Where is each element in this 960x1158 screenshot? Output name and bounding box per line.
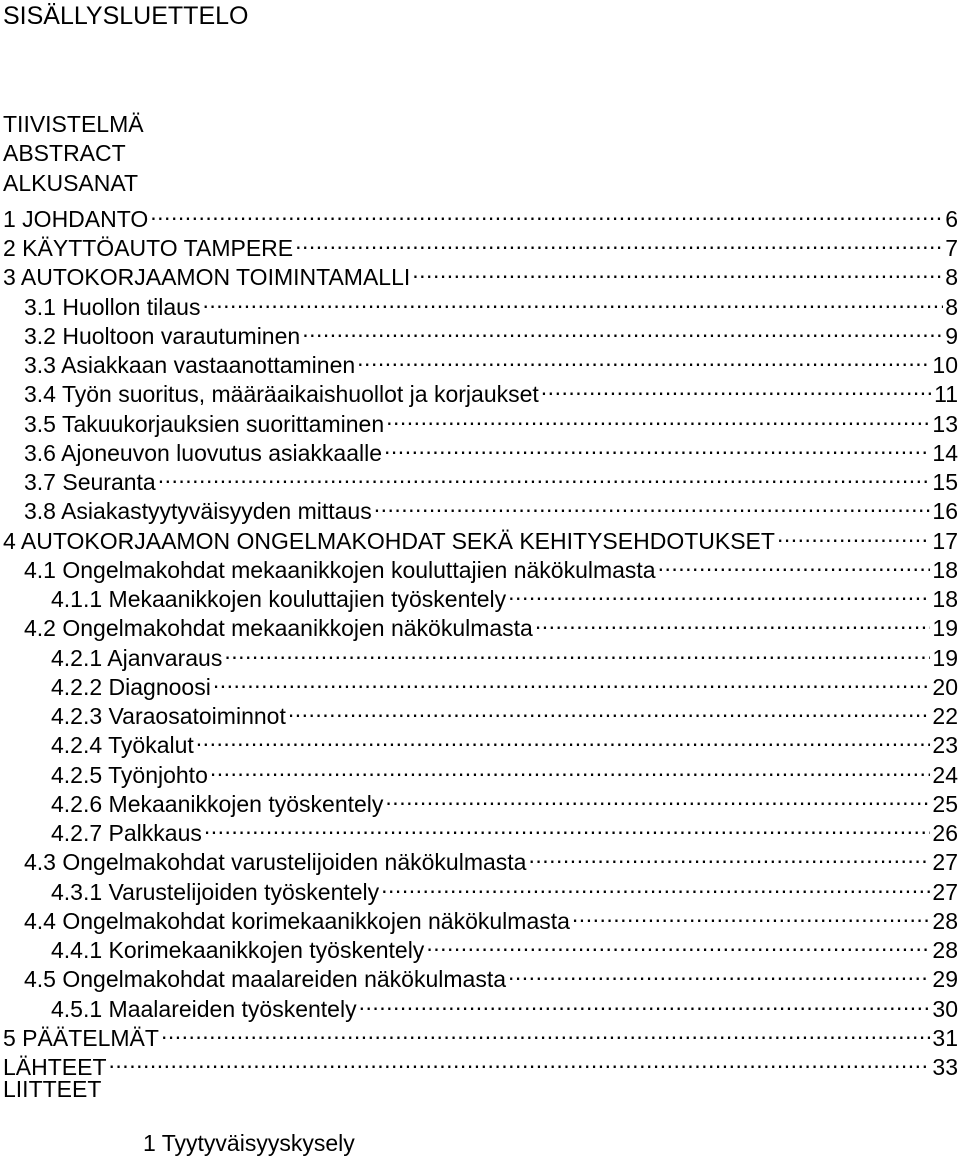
toc-leader-dots [210, 753, 931, 783]
toc-leader-dots [384, 431, 930, 461]
toc-page-number: 18 [932, 586, 958, 612]
toc-entry[interactable] [51, 753, 958, 788]
toc-page-number: 31 [932, 1024, 958, 1051]
toc-entry[interactable] [3, 109, 958, 139]
toc-entry[interactable] [51, 870, 958, 905]
toc-page-number: 14 [932, 439, 958, 466]
toc-leader-dots [426, 928, 930, 958]
toc-leader-dots [158, 460, 931, 490]
toc-entry-title: ABSTRACT [3, 140, 126, 167]
toc-page-number: 10 [932, 352, 958, 378]
toc-page-number: 18 [932, 556, 958, 583]
toc-entry-title: 4 AUTOKORJAAMON ONGELMAKOHDAT SEKÄ KEHITYSEHDOTUKSET [3, 527, 775, 554]
toc-entry-title: LIITTEET [3, 1076, 102, 1103]
appendix-item: 1 Tyytyväisyyskysely [143, 1130, 355, 1156]
toc-page-number: 28 [932, 937, 958, 963]
toc-page-number: 33 [932, 1054, 958, 1080]
toc-page-number: 25 [932, 790, 958, 817]
toc-entry-title: ALKUSANAT [3, 169, 139, 196]
toc-page-number: 19 [932, 644, 958, 671]
toc-page-number: 16 [932, 498, 958, 525]
toc-page-number: 17 [932, 527, 958, 554]
toc-entry-title: 3.6 Ajoneuvon luovutus asiakkaalle [24, 439, 383, 466]
toc-page-number: 19 [932, 615, 958, 642]
toc-entry-title: 5 PÄÄTELMÄT [3, 1024, 159, 1051]
toc-page-number: 20 [932, 673, 958, 700]
toc-entry-title: 3.4 Työn suoritus, määräaikaishuollot ja korjaukset [24, 381, 539, 408]
toc-entry-title: 4.1 Ongelmakohdat mekaanikkojen kouluttajien näkökulmasta [24, 556, 656, 583]
toc-entry-title: 3.7 Seuranta [24, 469, 156, 495]
toc-entry[interactable] [24, 314, 958, 349]
toc-page-number: 30 [932, 995, 958, 1022]
toc-page-number: 11 [934, 381, 958, 408]
toc-entry[interactable] [24, 431, 958, 466]
toc-page-number: 27 [932, 878, 958, 905]
toc-leader-dots [288, 694, 931, 724]
page-title: SISÄLLYSLUETTELO [3, 2, 249, 30]
toc-entry[interactable] [51, 782, 958, 817]
toc-entry-title: 4.3 Ongelmakohdat varustelijoiden näkökulmasta [24, 849, 527, 876]
toc-entry-title: 3.1 Huollon tilaus [24, 293, 201, 320]
toc-entry[interactable] [3, 197, 958, 232]
toc-entry-title: 3.2 Huoltoon varautuminen [24, 322, 301, 349]
toc-leader-dots [109, 1045, 931, 1075]
toc-entry[interactable] [24, 548, 958, 583]
toc-leader-dots [302, 314, 943, 344]
toc-entry-title: 4.3.1 Varustelijoiden työskentely [51, 878, 380, 905]
toc-leader-dots [213, 665, 931, 695]
toc-entry[interactable] [51, 811, 958, 846]
toc-entry-title: 4.2 Ongelmakohdat mekaanikkojen näkökulmasta [24, 615, 533, 642]
toc-leader-dots [204, 811, 931, 841]
toc-entry[interactable] [51, 694, 958, 729]
toc-entry-title: 4.2.2 Diagnoosi [51, 673, 211, 700]
toc-page-number: 7 [945, 235, 958, 261]
toc-leader-dots [381, 870, 930, 900]
toc-leader-dots [161, 1016, 930, 1046]
toc-entry[interactable] [51, 928, 958, 963]
toc-entry-title: 3.8 Asiakastyytyväisyyden mittaus [24, 498, 372, 525]
toc-page-number: 15 [932, 469, 958, 495]
toc-entry[interactable] [24, 840, 958, 876]
toc-entry[interactable] [3, 226, 958, 261]
toc-leader-dots [357, 343, 930, 373]
toc-leader-dots [541, 372, 932, 402]
toc-entry-title: 4.5 Ongelmakohdat maalareiden näkökulmasta [24, 966, 507, 993]
toc-leader-dots [535, 606, 931, 636]
toc-entry[interactable] [24, 343, 958, 378]
toc-page-number: 26 [932, 820, 958, 846]
toc-entry[interactable] [3, 519, 958, 554]
toc-entry[interactable] [51, 723, 958, 759]
toc-entry-title: 2 KÄYTTÖAUTO TAMPERE [3, 235, 294, 261]
toc-entry[interactable] [24, 957, 958, 993]
toc-leader-dots [359, 987, 931, 1017]
toc-entry-title: 1 JOHDANTO [3, 205, 149, 232]
toc-entry-title: 4.2.3 Varaosatoiminnot [51, 703, 286, 729]
toc-page-number: 13 [932, 410, 958, 437]
toc-page-number: 9 [945, 322, 958, 349]
toc-entry[interactable] [51, 577, 958, 612]
toc-entry-title: 3.3 Asiakkaan vastaanottaminen [24, 352, 356, 378]
toc-entry-title: 4.2.6 Mekaanikkojen työskentely [51, 790, 384, 817]
toc-entry-title: 4.4.1 Korimekaanikkojen työskentely [51, 937, 425, 963]
toc-leader-dots [658, 548, 931, 578]
toc-entry-title: LÄHTEET [3, 1054, 107, 1080]
toc-leader-dots [412, 255, 943, 285]
toc-page-number: 24 [932, 761, 958, 788]
toc-leader-dots [528, 840, 930, 870]
toc-leader-dots [386, 402, 930, 432]
toc-leader-dots [150, 197, 943, 227]
toc-page-number: 28 [932, 907, 958, 934]
toc-entry-title: 4.2.4 Työkalut [51, 732, 194, 759]
toc-leader-dots [572, 899, 930, 929]
toc-entry-title: 4.1.1 Mekaanikkojen kouluttajien työskentely [51, 586, 507, 612]
toc-entry[interactable] [24, 372, 958, 408]
toc-page-number: 6 [945, 205, 958, 232]
toc-page-number: 27 [932, 849, 958, 876]
toc-entry[interactable] [24, 285, 958, 320]
toc-leader-dots [385, 782, 930, 812]
toc-entry-title: 4.4 Ongelmakohdat korimekaanikkojen näkökulmasta [24, 907, 570, 934]
toc-entry[interactable] [3, 168, 958, 198]
toc-entry[interactable] [3, 1074, 958, 1104]
toc-leader-dots [508, 577, 930, 607]
toc-leader-dots [224, 636, 930, 666]
toc-entry-title: TIIVISTELMÄ [3, 111, 144, 137]
toc-entry-title: 4.2.5 Työnjohto [51, 761, 208, 788]
toc-entry[interactable] [3, 1016, 958, 1051]
toc-entry-title: 4.5.1 Maalareiden työskentely [51, 995, 357, 1022]
toc-entry[interactable] [51, 987, 958, 1022]
toc-leader-dots [295, 226, 943, 256]
toc-page-number: 29 [932, 966, 958, 993]
toc-entry[interactable] [3, 138, 958, 168]
toc-leader-dots [374, 489, 931, 519]
toc-entry[interactable] [24, 489, 958, 525]
toc-page-number: 23 [932, 732, 958, 759]
toc-entry[interactable] [3, 255, 958, 291]
toc-entry[interactable] [24, 460, 958, 495]
toc-entry[interactable] [51, 636, 958, 671]
toc-page-number: 22 [932, 703, 958, 729]
toc-entry[interactable] [3, 1045, 958, 1080]
toc-entry[interactable] [51, 665, 958, 700]
toc-page-number: 8 [945, 264, 958, 291]
toc-entry[interactable] [24, 606, 958, 642]
toc-entry-title: 3.5 Takuukorjauksien suorittaminen [24, 410, 385, 437]
toc-entry-title: 4.2.7 Palkkaus [51, 820, 202, 846]
toc-page-number: 8 [945, 293, 958, 320]
toc-entry-title: 3 AUTOKORJAAMON TOIMINTAMALLI [3, 264, 411, 291]
toc-leader-dots [777, 519, 930, 549]
toc-entry[interactable] [24, 402, 958, 437]
toc-leader-dots [508, 957, 930, 987]
toc-entry[interactable] [24, 899, 958, 934]
toc-entry-title: 4.2.1 Ajanvaraus [51, 644, 223, 671]
toc-leader-dots [196, 723, 931, 753]
toc-leader-dots [202, 285, 943, 315]
